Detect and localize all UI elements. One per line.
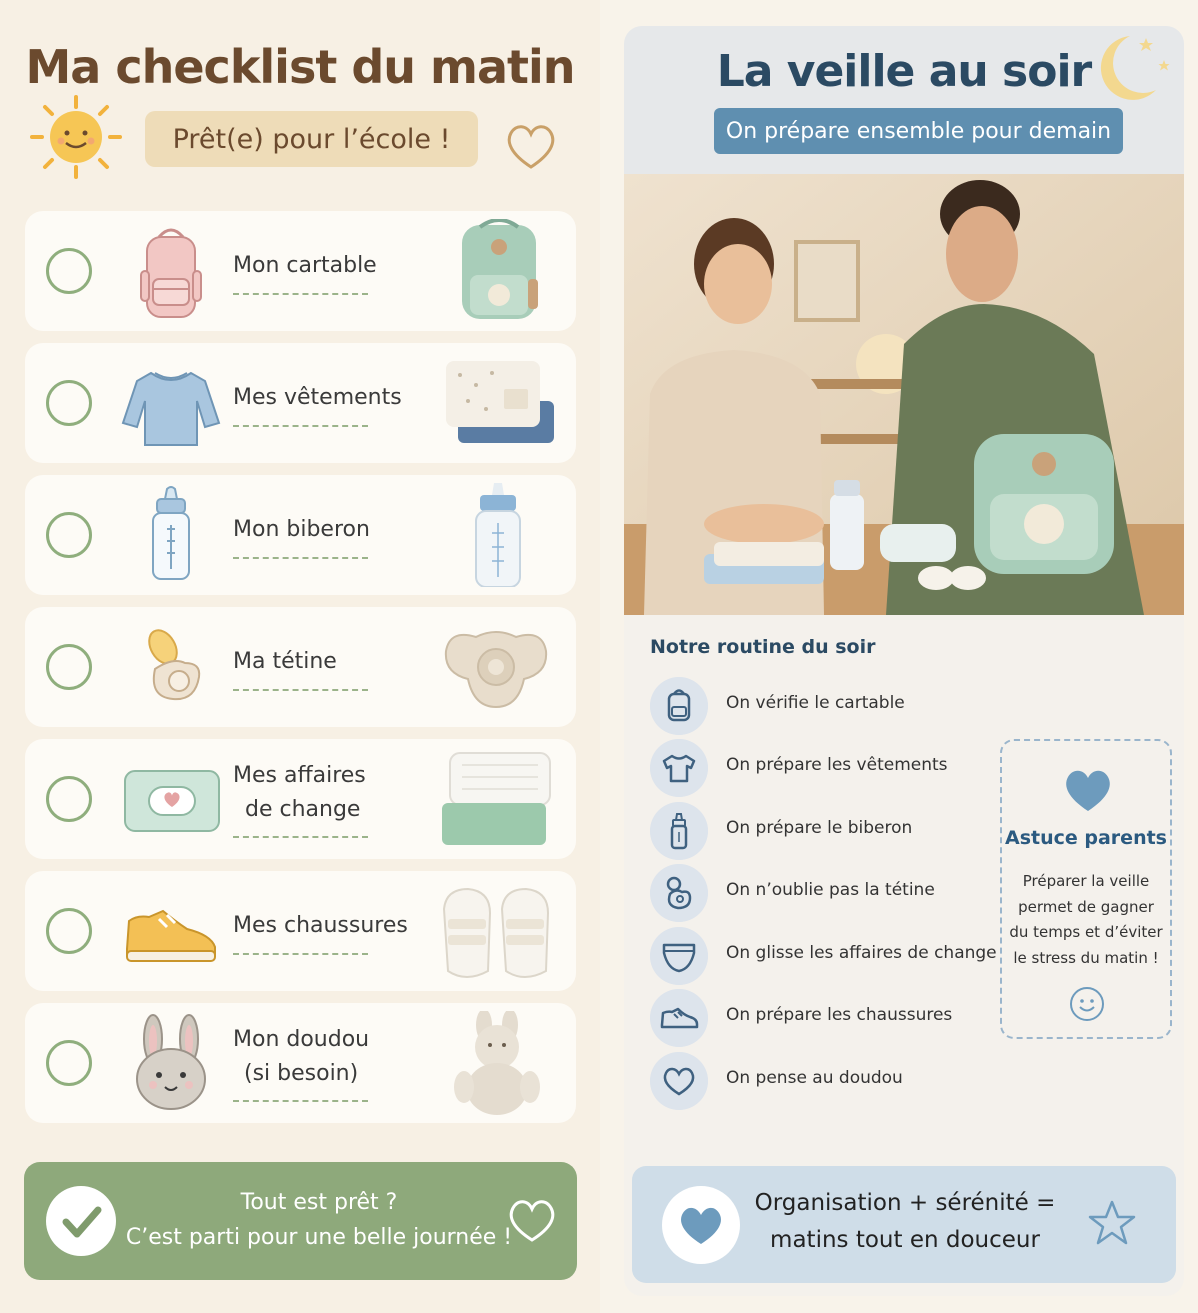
- routine-text: On prépare le biberon: [726, 818, 913, 838]
- backpack-photo: [432, 219, 562, 323]
- checklist-item-tetine[interactable]: [25, 607, 576, 727]
- routine-text: On n’oublie pas la tétine: [726, 880, 935, 900]
- item-label: Ma tétine: [233, 649, 337, 674]
- heart-outline-icon: [503, 120, 559, 172]
- ready-banner: [24, 1162, 577, 1280]
- plush-bunny-photo: [432, 1011, 562, 1115]
- item-label: Mes chaussures: [233, 913, 408, 938]
- item-label-line2: (si besoin): [244, 1061, 359, 1086]
- tip-line: du temps et d’éviter: [1009, 923, 1163, 941]
- heart-circle: [662, 1186, 740, 1264]
- routine-text: On vérifie le cartable: [726, 693, 905, 713]
- page-title: La veille au soir: [716, 46, 1092, 97]
- dashed-line: [233, 689, 368, 691]
- checkbox[interactable]: [46, 1040, 92, 1086]
- serenity-banner: [632, 1166, 1176, 1283]
- diaper-photo: [432, 747, 562, 851]
- moon-icon: [1084, 28, 1176, 118]
- routine-title: Notre routine du soir: [650, 636, 876, 658]
- wipes-icon: [115, 749, 225, 849]
- heart-outline-icon: [506, 1196, 558, 1244]
- routine-item-vetements: [650, 739, 1010, 797]
- tip-line: le stress du matin !: [1013, 948, 1159, 967]
- diaper-icon: [650, 927, 708, 985]
- routine-text: On prépare les chaussures: [726, 1005, 953, 1025]
- baby-bottle-icon: [115, 485, 225, 585]
- routine-item-tetine: [650, 864, 1010, 922]
- pacifier-icon: [115, 617, 225, 717]
- checkbox[interactable]: [46, 248, 92, 294]
- dashed-line: [233, 425, 368, 427]
- dashed-line: [233, 1100, 368, 1102]
- routine-text: On pense au doudou: [726, 1068, 903, 1088]
- routine-item-chaussures: [650, 989, 1010, 1047]
- routine-item-affaires-de-change: [650, 927, 1010, 985]
- shoe-icon: [115, 881, 225, 981]
- subtitle-banner: On prépare ensemble pour demain: [714, 108, 1123, 154]
- checklist-item-affaires-de-change[interactable]: [25, 739, 576, 859]
- routine-text: On glisse les affaires de change: [726, 943, 997, 963]
- checkbox[interactable]: [46, 380, 92, 426]
- smiley-icon: [1068, 985, 1106, 1023]
- item-label: Mes vêtements: [233, 385, 402, 410]
- heart-icon: [650, 1052, 708, 1110]
- evening-routine-panel: [624, 26, 1184, 1296]
- routine-text: On prépare les vêtements: [726, 755, 948, 775]
- heart-icon: [1062, 765, 1114, 813]
- banner-line2: C’est parti pour une belle journée !: [125, 1225, 513, 1250]
- checkbox[interactable]: [46, 644, 92, 690]
- page-title: Ma checklist du matin: [25, 40, 575, 94]
- tip-line: Préparer la veille: [1022, 872, 1150, 890]
- item-label-line2: de change: [245, 797, 361, 822]
- checkbox[interactable]: [46, 908, 92, 954]
- baby-bottle-photo: [432, 483, 562, 587]
- routine-item-biberon: [650, 802, 1010, 860]
- item-label: Mon biberon: [233, 517, 370, 542]
- item-label-line1: Mes affaires: [233, 763, 366, 788]
- shoe-icon: [650, 989, 708, 1047]
- checklist-item-vetements[interactable]: [25, 343, 576, 463]
- banner-line1: Organisation + sérénité =: [754, 1190, 1056, 1216]
- parents-packing-photo: [624, 174, 1184, 615]
- routine-item-cartable: [650, 677, 1010, 735]
- clothes-photo: [432, 351, 562, 455]
- checklist-item-cartable[interactable]: [25, 211, 576, 331]
- check-circle: [46, 1186, 116, 1256]
- banner-line2: matins tout en douceur: [770, 1227, 1040, 1253]
- tip-title: Astuce parents: [1005, 827, 1167, 849]
- dashed-line: [233, 293, 368, 295]
- star-icon: [1086, 1198, 1138, 1248]
- checklist-item-doudou[interactable]: [25, 1003, 576, 1123]
- sun-icon: [30, 95, 122, 179]
- bunny-icon: [115, 1013, 225, 1113]
- checklist-item-biberon[interactable]: [25, 475, 576, 595]
- backpack-icon: [650, 677, 708, 735]
- routine-item-doudou: [650, 1052, 1010, 1110]
- baby-shoes-photo: [432, 879, 562, 983]
- checklist-item-chaussures[interactable]: [25, 871, 576, 991]
- heart-icon: [662, 1186, 740, 1264]
- backpack-icon: [115, 221, 225, 321]
- checkmark-icon: [46, 1186, 116, 1256]
- tip-body: [1008, 869, 1164, 971]
- tip-line: permet de gagner: [1018, 897, 1154, 916]
- checkbox[interactable]: [46, 776, 92, 822]
- pacifier-photo: [432, 615, 562, 719]
- pacifier-icon: [650, 864, 708, 922]
- item-label-line1: Mon doudou: [233, 1027, 370, 1052]
- checkbox[interactable]: [46, 512, 92, 558]
- parents-tip-box: [1000, 739, 1172, 1039]
- sweater-icon: [115, 353, 225, 453]
- dashed-line: [233, 836, 368, 838]
- dashed-line: [233, 557, 368, 559]
- subtitle-banner: Prêt(e) pour l’école !: [145, 111, 478, 167]
- tshirt-icon: [650, 739, 708, 797]
- dashed-line: [233, 953, 368, 955]
- banner-line1: Tout est prêt ?: [240, 1190, 398, 1215]
- baby-bottle-icon: [650, 802, 708, 860]
- item-label: Mon cartable: [233, 253, 377, 278]
